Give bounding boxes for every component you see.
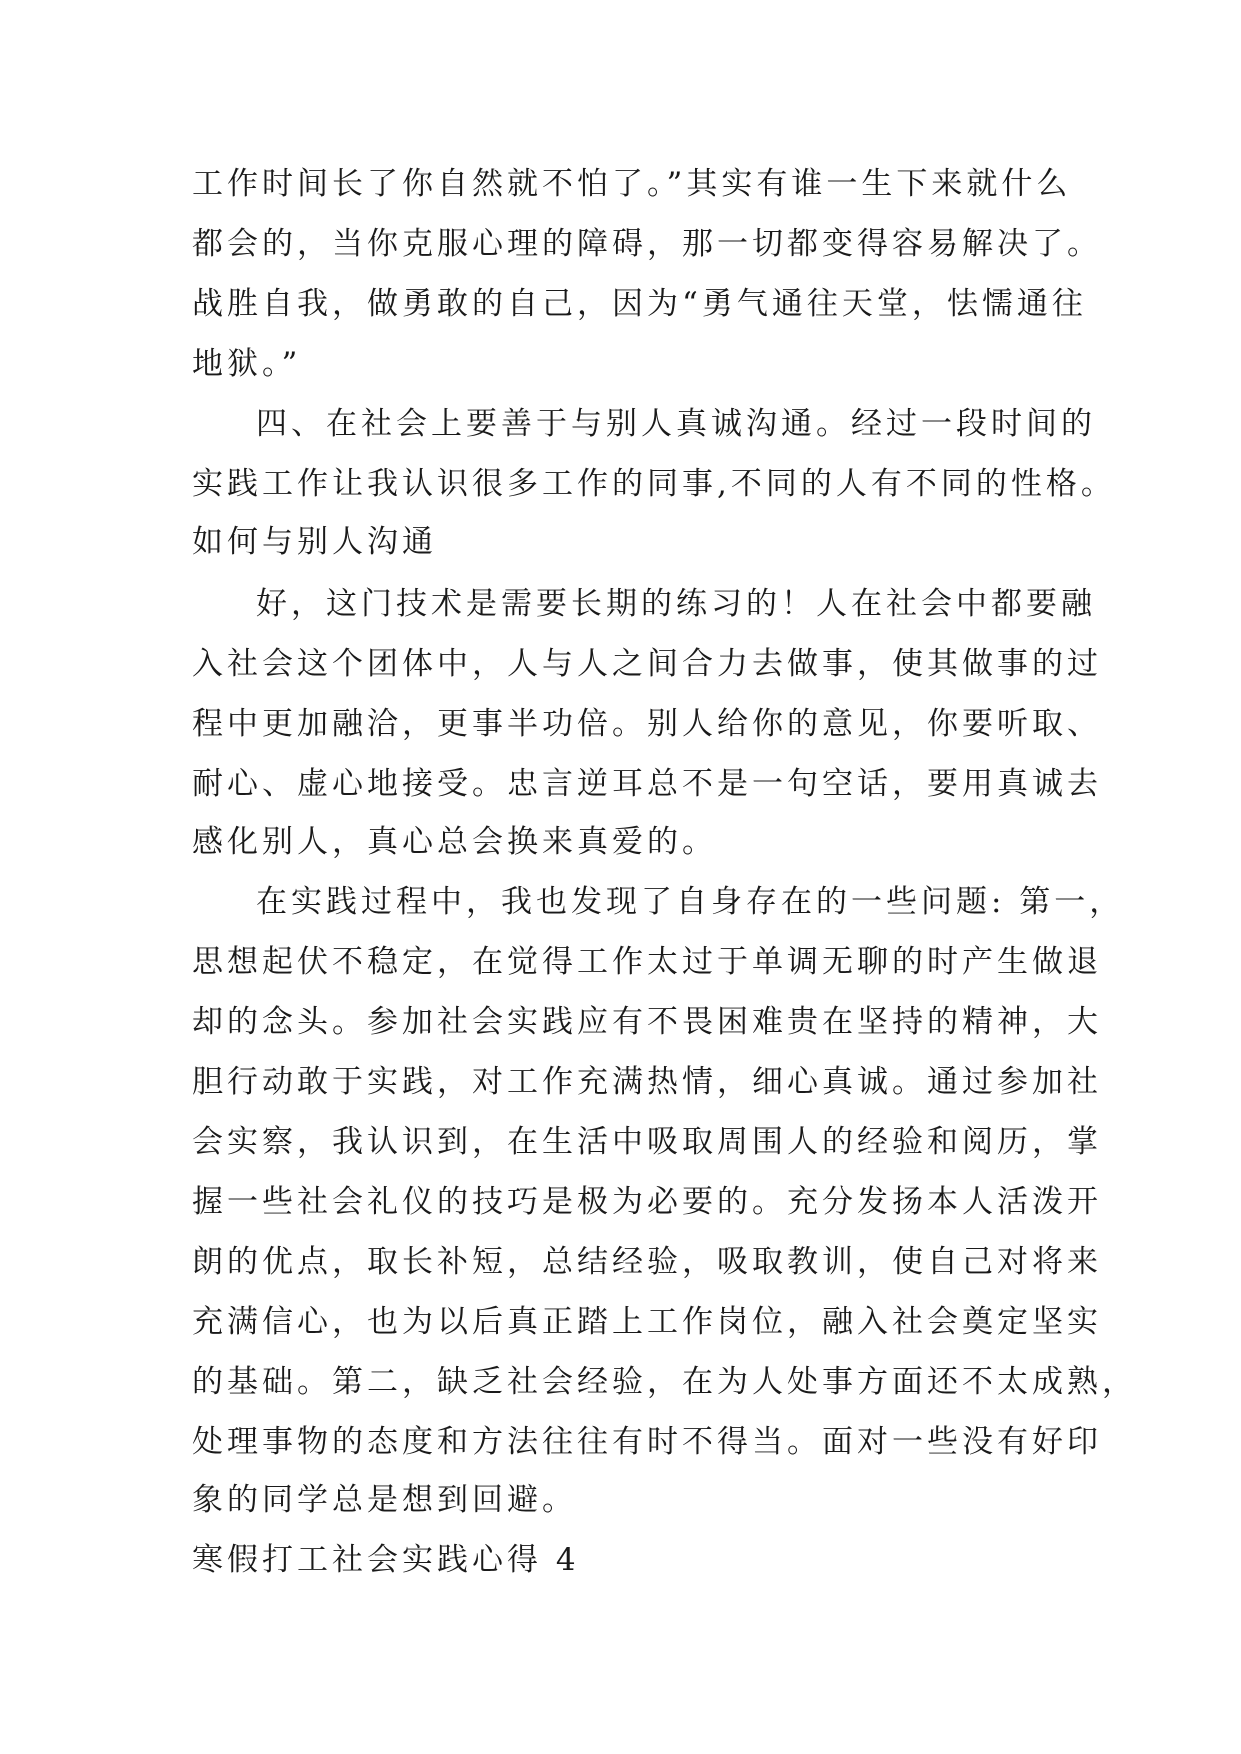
text-line: 都会的，当你克服心理的障碍，那一切都变得容易解决了。	[192, 226, 1102, 262]
section-heading: 寒假打工社会实践心得 4	[192, 1542, 580, 1578]
paragraph-start-line: 好，这门技术是需要长期的练习的！人在社会中都要融	[256, 586, 1096, 622]
paragraph-start-line: 在实践过程中，我也发现了自身存在的一些问题: 第一，	[256, 884, 1125, 920]
text-line: 胆行动敢于实践，对工作充满热情，细心真诚。通过参加社	[192, 1064, 1102, 1100]
text-line: 战胜自我，做勇敢的自己，因为“勇气通往天堂，怯懦通往	[192, 286, 1087, 322]
text-line: 握一些社会礼仪的技巧是极为必要的。充分发扬本人活泼开	[192, 1184, 1102, 1220]
text-line: 地狱。”	[192, 346, 302, 382]
text-line: 充满信心，也为以后真正踏上工作岗位，融入社会奠定坚实	[192, 1304, 1102, 1340]
text-line: 实践工作让我认识很多工作的同事,不同的人有不同的性格。	[192, 466, 1116, 502]
text-line: 耐心、虚心地接受。忠言逆耳总不是一句空话，要用真诚去	[192, 766, 1102, 802]
text-line: 却的念头。参加社会实践应有不畏困难贵在坚持的精神，大	[192, 1004, 1102, 1040]
text-line: 朗的优点，取长补短，总结经验，吸取教训，使自己对将来	[192, 1244, 1102, 1280]
text-line: 象的同学总是想到回避。	[192, 1482, 577, 1518]
text-line: 程中更加融洽，更事半功倍。别人给你的意见，你要听取、	[192, 706, 1102, 742]
text-line: 入社会这个团体中，人与人之间合力去做事，使其做事的过	[192, 646, 1102, 682]
text-line: 如何与别人沟通	[192, 524, 437, 560]
text-line: 处理事物的态度和方法往往有时不得当。面对一些没有好印	[192, 1424, 1102, 1460]
paragraph-start-line: 四、在社会上要善于与别人真诚沟通。经过一段时间的	[256, 406, 1096, 442]
text-line: 会实察，我认识到，在生活中吸取周围人的经验和阅历，掌	[192, 1124, 1102, 1160]
text-line: 思想起伏不稳定，在觉得工作太过于单调无聊的时产生做退	[192, 944, 1102, 980]
text-line: 工作时间长了你自然就不怕了。”其实有谁一生下来就什么	[192, 166, 1072, 202]
text-line: 感化别人，真心总会换来真爱的。	[192, 824, 717, 860]
text-line: 的基础。第二，缺乏社会经验，在为人处事方面还不太成熟，	[192, 1364, 1137, 1400]
